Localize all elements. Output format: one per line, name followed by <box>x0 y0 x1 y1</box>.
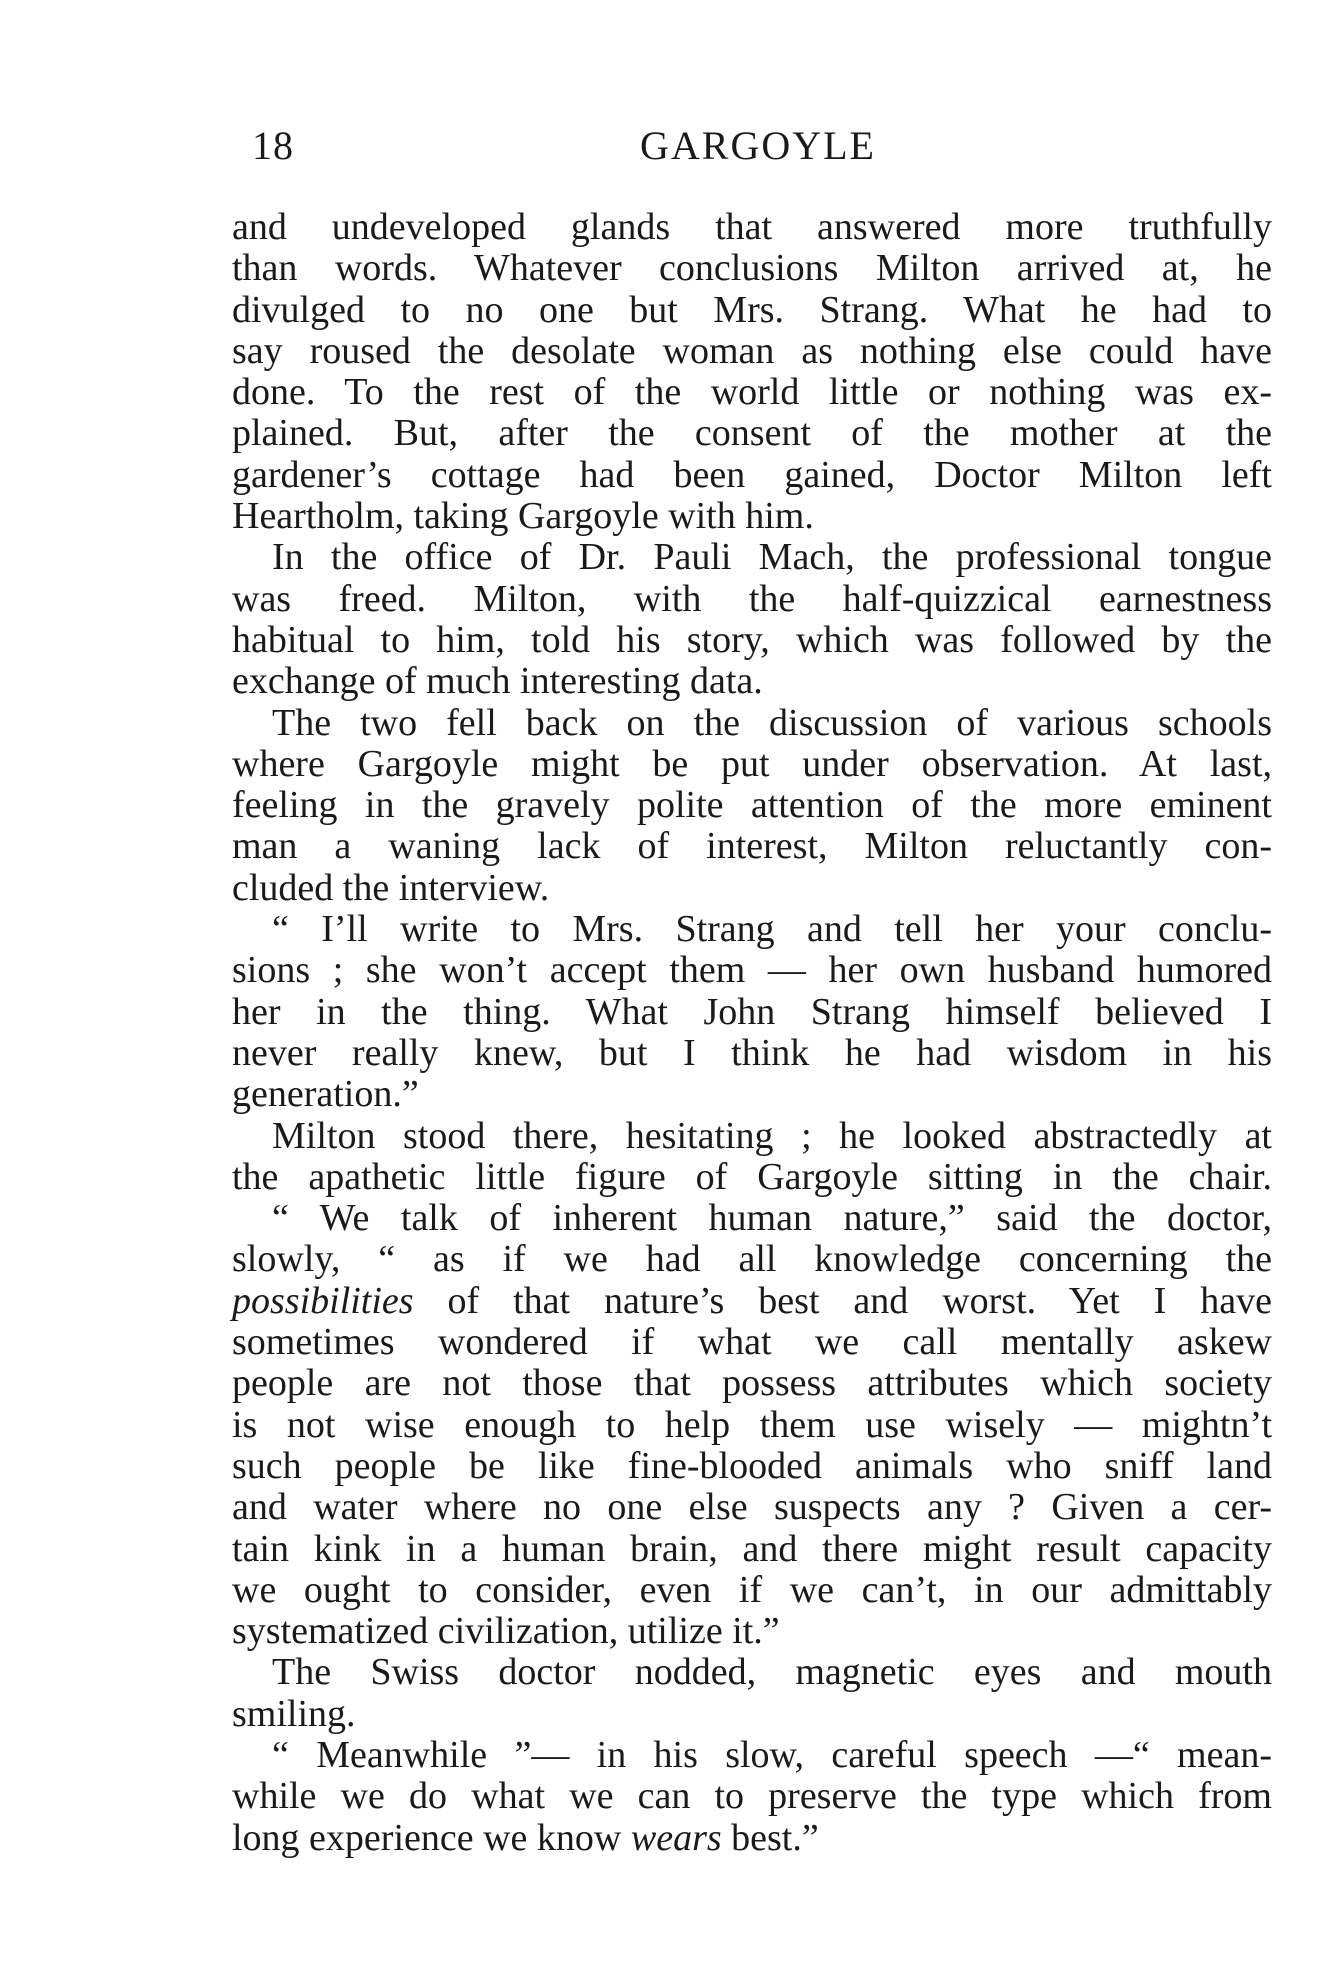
text-line: the apathetic little figure of Gargoyle sitting in the chair. <box>232 1155 1272 1198</box>
italic-word: possibilities <box>232 1279 414 1322</box>
text-line: and water where no one else suspects any ? Given a cer- <box>232 1486 1272 1529</box>
text-line: plained. But, after the consent of the mother at the <box>232 412 1272 455</box>
text-line: where Gargoyle might be put under observation. At last, <box>232 742 1272 785</box>
text-line: than words. Whatever conclusions Milton arrived at, he <box>232 247 1272 290</box>
text-line: tain kink in a human brain, and there might result capacity <box>232 1527 1272 1570</box>
text-line: and undeveloped glands that answered more truthfully <box>232 206 1272 248</box>
text-line: “ Meanwhile ”— in his slow, careful speech —“ mean- <box>272 1733 1272 1776</box>
text-line: The Swiss doctor nodded, magnetic eyes and mouth <box>272 1651 1272 1694</box>
italic-word: wears <box>630 1816 722 1859</box>
text-line: done. To the rest of the world little or nothing was ex- <box>232 371 1272 414</box>
text-line: systematized civilization, utilize it.” <box>232 1610 780 1653</box>
text-fragment: of that nature’s best and worst. Yet I have <box>447 1279 1272 1322</box>
text-line: while we do what we can to preserve the type which from <box>232 1775 1272 1818</box>
text-line: In the office of Dr. Pauli Mach, the professional tongue <box>272 536 1272 579</box>
text-line <box>232 1818 1272 1859</box>
text-line: “ I’ll write to Mrs. Strang and tell her your conclu- <box>272 908 1272 951</box>
text-line: was freed. Milton, with the half-quizzical earnestness <box>232 577 1272 620</box>
text-line: never really knew, but I think he had wisdom in his <box>232 1031 1272 1074</box>
text-line: exchange of much interesting data. <box>232 660 763 703</box>
text-line: gardener’s cottage had been gained, Doctor Milton left <box>232 453 1272 496</box>
text-line: cluded the interview. <box>232 866 550 909</box>
text-line: “ We talk of inherent human nature,” said the doctor, <box>272 1197 1272 1240</box>
text-line: smiling. <box>232 1692 356 1735</box>
text-fragment: best.” <box>731 1816 819 1859</box>
text-line: is not wise enough to help them use wisely — mightn’t <box>232 1403 1272 1446</box>
text-line: generation.” <box>232 1073 419 1116</box>
text-line: divulged to no one but Mrs. Strang. What he had to <box>232 288 1272 331</box>
text-line: man a waning lack of interest, Milton reluctantly con- <box>232 825 1272 868</box>
text-line: slowly, “ as if we had all knowledge concerning the <box>232 1238 1272 1281</box>
running-head <box>0 122 1335 182</box>
text-line: people are not those that possess attributes which society <box>232 1362 1272 1405</box>
text-line: sometimes wondered if what we call mentally askew <box>232 1321 1272 1364</box>
text-fragment: long experience we know <box>232 1816 622 1859</box>
text-line: feeling in the gravely polite attention of the more eminent <box>232 784 1272 827</box>
text-line: habitual to him, told his story, which was followed by the <box>232 618 1272 661</box>
text-line: sions ; she won’t accept them — her own husband humored <box>232 949 1272 992</box>
text-line: such people be like fine-blooded animals who sniff land <box>232 1444 1272 1487</box>
text-line <box>232 1281 1272 1322</box>
body-text <box>232 207 1272 1859</box>
text-line: say roused the desolate woman as nothing else could have <box>232 329 1272 372</box>
text-line: we ought to consider, even if we can’t, in our admittably <box>232 1568 1272 1611</box>
running-title: GARGOYLE <box>640 123 876 168</box>
text-line: Heartholm, taking Gargoyle with him. <box>232 495 814 538</box>
text-line: Milton stood there, hesitating ; he looked abstractedly at <box>272 1114 1272 1157</box>
text-line: The two fell back on the discussion of various schools <box>272 701 1272 744</box>
text-line: her in the thing. What John Strang himself believed I <box>232 990 1272 1033</box>
page-number: 18 <box>252 123 294 168</box>
